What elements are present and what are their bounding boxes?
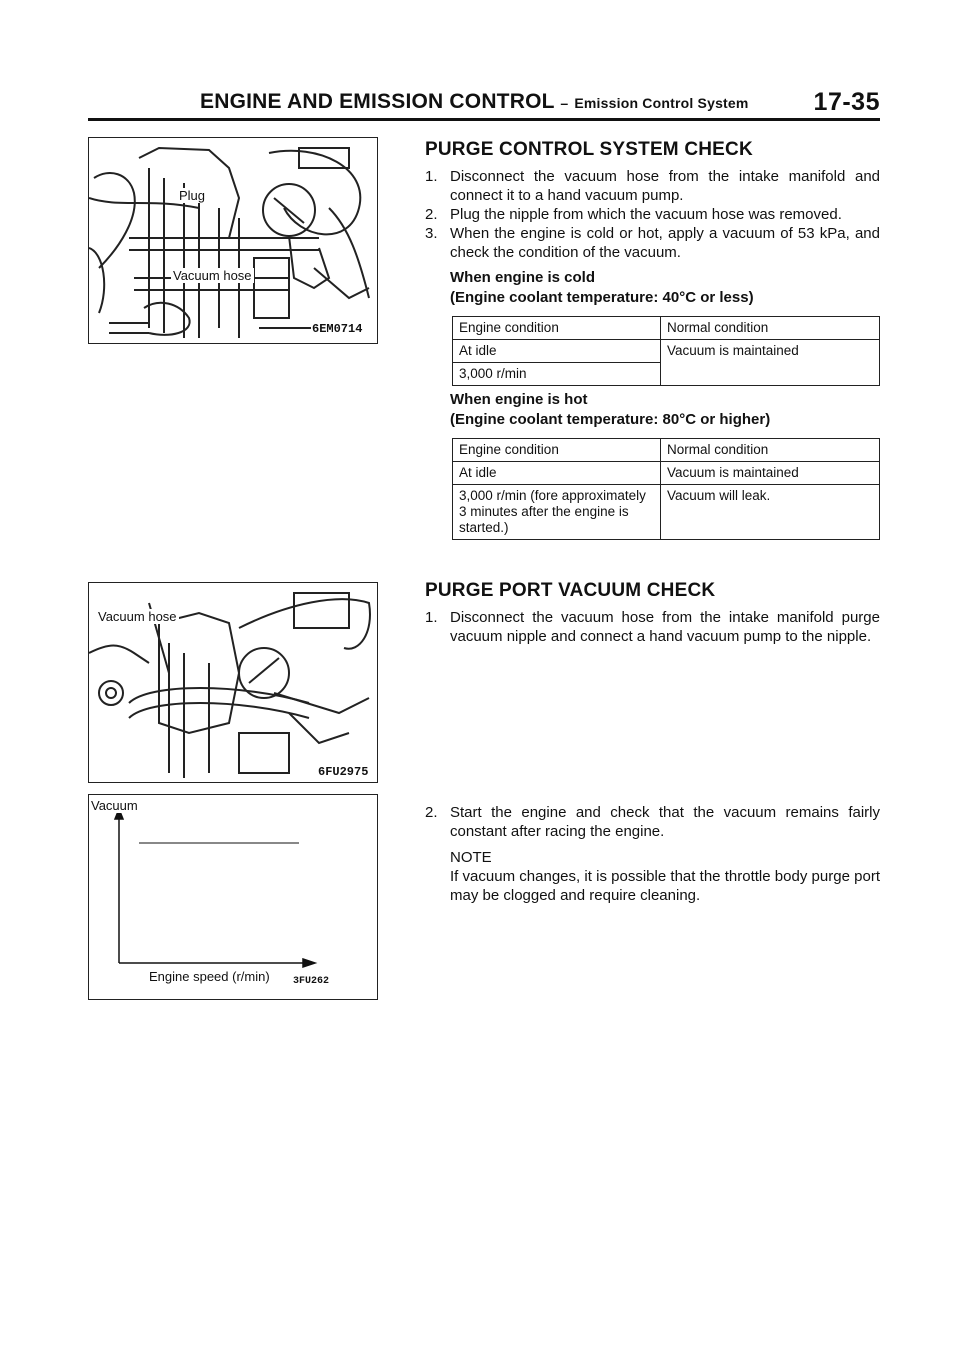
label-vacuum-hose: Vacuum hose (98, 609, 177, 624)
x-axis-arrow (303, 959, 315, 967)
hot-condition-table (452, 438, 880, 540)
figure-code: 6EM0714 (312, 322, 363, 336)
table-row: 3,000 r/min (453, 363, 880, 386)
purge-port-section-continued (425, 803, 880, 905)
figure-purge-port-illustration (88, 582, 378, 783)
title-main: ENGINE AND EMISSION CONTROL (200, 90, 555, 113)
list-item: 1. Disconnect the vacuum hose from the intake manifold purge vacuum nipple and connect a hand vacuum pump to the nipple. (425, 609, 880, 645)
table-row: At idle Vacuum is maintained (453, 462, 880, 485)
label-vacuum-hose: Vacuum hose (173, 268, 252, 283)
vacuum-graph (89, 795, 376, 998)
table-header-row: Engine condition Normal condition (453, 317, 880, 340)
list-item: 2. Start the engine and check that the vacuum remains fairly constant after racing the engine. (425, 804, 880, 840)
graph-y-label: Vacuum (91, 798, 138, 813)
title-separator: – (560, 95, 569, 111)
table-row: At idle Vacuum is maintained (453, 340, 880, 363)
purge-port-section (425, 580, 880, 646)
figure-code: 6FU2975 (318, 765, 369, 779)
note-label: NOTE (450, 849, 492, 866)
list-item: 1. Disconnect the vacuum hose from the intake manifold and connect it to a hand vacuum pump. (425, 168, 880, 204)
engine-illustration (89, 138, 376, 342)
section-heading: PURGE CONTROL SYSTEM CHECK (425, 139, 753, 160)
page-header (88, 88, 880, 120)
figure-vacuum-graph (88, 794, 378, 1000)
list-item: 2. Plug the nipple from which the vacuum hose was removed. (425, 206, 842, 223)
cold-condition-title: When engine is cold (Engine coolant temperature: 40°C or less) (450, 269, 754, 306)
table-row: 3,000 r/min (fore approximately 3 minutes after the engine is started.) Vacuum will leak. (453, 485, 880, 540)
section-heading: PURGE PORT VACUUM CHECK (425, 580, 716, 601)
steps-list (425, 803, 880, 841)
steps-list (425, 167, 880, 262)
purge-control-section (425, 139, 880, 540)
figure-purge-control-illustration (88, 137, 378, 344)
steps-list (425, 608, 880, 646)
hot-condition-title: When engine is hot (Engine coolant temperature: 80°C or higher) (450, 391, 771, 428)
header-rule (88, 118, 880, 121)
cold-condition-table (452, 316, 880, 386)
label-plug: Plug (179, 188, 206, 203)
page-number: 17-35 (813, 88, 880, 116)
graph-x-label: Engine speed (r/min) (149, 969, 270, 984)
list-item: 3. When the engine is cold or hot, apply a vacuum of 53 kPa, and check the condition of the vacuum. (425, 225, 880, 261)
note-text: If vacuum changes, it is possible that the throttle body purge port may be clogged and require cleaning. (450, 868, 880, 904)
title-sub: Emission Control System (574, 95, 749, 111)
figure-code: 3FU262 (293, 976, 330, 987)
table-header-row: Engine condition Normal condition (453, 439, 880, 462)
page-title (200, 90, 749, 114)
